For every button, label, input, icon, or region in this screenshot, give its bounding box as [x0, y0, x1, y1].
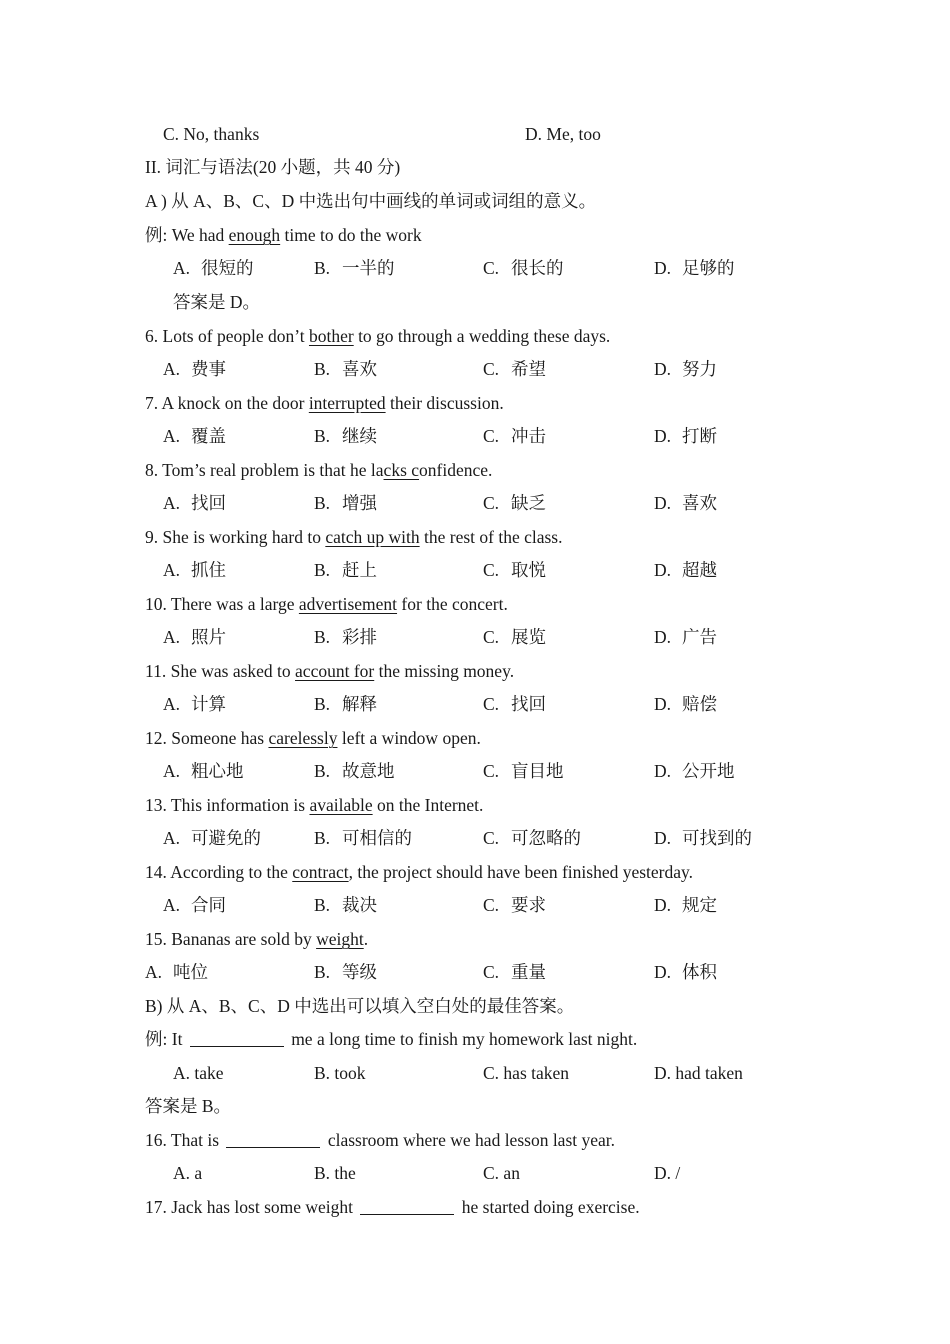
- question-16: 16. That is classroom where we had lesson last year.: [145, 1130, 616, 1150]
- option-b: B. the: [314, 1163, 356, 1183]
- option-d: D. 公开地: [654, 761, 735, 781]
- option-a: A. 合同: [163, 895, 226, 915]
- question-options: [0, 692, 950, 716]
- question-16-options: [0, 1161, 950, 1185]
- part-a-instruction: A ) 从 A、B、C、D 中选出句中画线的单词或词组的意义。: [145, 191, 597, 211]
- underlined-word: contract: [292, 862, 349, 882]
- option-d: D. Me, too: [525, 124, 601, 144]
- option-a: A. 费事: [163, 359, 226, 379]
- option-c: C. 盲目地: [483, 761, 564, 781]
- option-d: D. 规定: [654, 895, 717, 915]
- option-d: D. 可找到的: [654, 828, 752, 848]
- option-b: B. 可相信的: [314, 828, 412, 848]
- option-a: A. take: [173, 1063, 224, 1083]
- option-c: C. 展览: [483, 627, 546, 647]
- option-b: B. took: [314, 1063, 366, 1083]
- option-b: B. 赶上: [314, 560, 377, 580]
- option-a: A. 照片: [163, 627, 226, 647]
- underlined-word: available: [309, 795, 373, 815]
- question-sentence: 11. She was asked to account for the missing money.: [145, 661, 515, 681]
- option-c: C. has taken: [483, 1063, 570, 1083]
- example-b-answer: 答案是 B。: [145, 1096, 232, 1116]
- underlined-word: interrupted: [308, 393, 386, 413]
- option-a: A. a: [173, 1163, 203, 1183]
- question-options: [0, 759, 950, 783]
- option-a: A. 粗心地: [163, 761, 244, 781]
- option-c: C. 取悦: [483, 560, 546, 580]
- example-sentence-b: 例: It me a long time to finish my homework last night.: [145, 1029, 638, 1049]
- underlined-word: cks c: [383, 460, 420, 480]
- section-title: II. 词汇与语法(20 小题，共 40 分): [145, 157, 401, 177]
- question-options: [0, 424, 950, 448]
- option-b: B. 增强: [314, 493, 377, 513]
- question-options: [0, 357, 950, 381]
- question-sentence: 8. Tom’s real problem is that he lacks confidence.: [145, 460, 493, 480]
- example-options: [0, 256, 950, 280]
- option-b: B. 裁决: [314, 895, 377, 915]
- option-d: D. 喜欢: [654, 493, 717, 513]
- option-a: A. 抓住: [163, 560, 226, 580]
- option-d: D. 努力: [654, 359, 717, 379]
- option-a: A. 计算: [163, 694, 226, 714]
- option-d: D. had taken: [654, 1063, 743, 1083]
- example-sentence: 例: We had enough time to do the work: [145, 225, 422, 245]
- option-c: C. 希望: [483, 359, 546, 379]
- question-sentence: 12. Someone has carelessly left a window open.: [145, 728, 481, 748]
- option-b: B. 喜欢: [314, 359, 377, 379]
- option-d: D. 广告: [654, 627, 717, 647]
- question-options: [0, 960, 950, 984]
- question-sentence: 7. A knock on the door interrupted their discussion.: [145, 393, 504, 413]
- option-a: A. 覆盖: [163, 426, 226, 446]
- option-c: C. 找回: [483, 694, 546, 714]
- question-options: [0, 893, 950, 917]
- option-c: C. an: [483, 1163, 520, 1183]
- option-b: B. 等级: [314, 962, 377, 982]
- question-sentence: 14. According to the contract, the project should have been finished yesterday.: [145, 862, 694, 882]
- option-c: C. 可忽略的: [483, 828, 581, 848]
- question-sentence: 15. Bananas are sold by weight.: [145, 929, 369, 949]
- option-d: D. 超越: [654, 560, 717, 580]
- option-d: D. 赔偿: [654, 694, 717, 714]
- example-b-options: [0, 1061, 950, 1085]
- option-d: D. /: [654, 1163, 681, 1183]
- option-b: B. 故意地: [314, 761, 395, 781]
- underlined-word: catch up with: [325, 527, 420, 547]
- part-b-instruction: B) 从 A、B、C、D 中选出可以填入空白处的最佳答案。: [145, 996, 575, 1016]
- option-a: A. 找回: [163, 493, 226, 513]
- option-d: D. 打断: [654, 426, 717, 446]
- question-sentence: 10. There was a large advertisement for the concert.: [145, 594, 508, 614]
- question-sentence: 13. This information is available on the Internet.: [145, 795, 484, 815]
- option-b: B. 解释: [314, 694, 377, 714]
- underlined-word: weight: [316, 929, 364, 949]
- example-answer: 答案是 D。: [173, 292, 261, 312]
- option-d: D. 足够的: [654, 258, 735, 278]
- option-c: C. 重量: [483, 962, 546, 982]
- question-sentence: 9. She is working hard to catch up with the rest of the class.: [145, 527, 563, 547]
- option-a: A. 可避免的: [163, 828, 261, 848]
- underlined-word: account for: [295, 661, 375, 681]
- question-options: [0, 491, 950, 515]
- answer-blank: [226, 1132, 320, 1148]
- underlined-word: bother: [308, 326, 354, 346]
- answer-blank: [360, 1199, 454, 1215]
- question-sentence: 6. Lots of people don’t bother to go through a wedding these days.: [145, 326, 611, 346]
- option-b: B. 一半的: [314, 258, 395, 278]
- option-row: [0, 122, 950, 146]
- question-options: [0, 826, 950, 850]
- option-c: C. 要求: [483, 895, 546, 915]
- option-c: C. 缺乏: [483, 493, 546, 513]
- question-options: [0, 558, 950, 582]
- option-c: C. No, thanks: [163, 124, 260, 144]
- option-a: A. 很短的: [173, 258, 254, 278]
- option-a: A. 吨位: [145, 962, 208, 982]
- underlined-word: carelessly: [268, 728, 338, 748]
- option-c: C. 很长的: [483, 258, 564, 278]
- option-b: B. 继续: [314, 426, 377, 446]
- underlined-word: advertisement: [298, 594, 398, 614]
- option-b: B. 彩排: [314, 627, 377, 647]
- answer-blank: [190, 1031, 284, 1047]
- question-options: [0, 625, 950, 649]
- option-d: D. 体积: [654, 962, 717, 982]
- option-c: C. 冲击: [483, 426, 546, 446]
- question-17: 17. Jack has lost some weight he started doing exercise.: [145, 1197, 640, 1217]
- underlined-word: enough: [228, 225, 281, 245]
